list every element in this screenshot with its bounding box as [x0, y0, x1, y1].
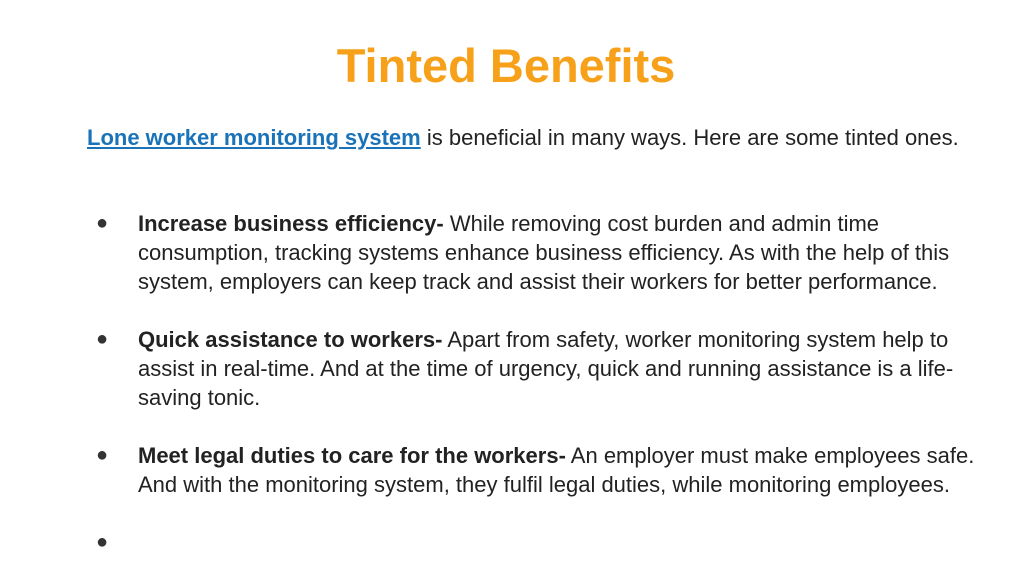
bullet-body: An employer must make employees safe. And with the monitoring system, they fulfil legal duties, while monitoring employees. — [138, 443, 975, 497]
intro-paragraph — [87, 123, 997, 152]
lone-worker-monitoring-link[interactable]: Lone worker monitoring system — [87, 125, 421, 150]
bullet-icon: ● — [96, 444, 109, 466]
list-item — [87, 441, 997, 499]
bullet-body: While removing cost burden and admin time consumption, tracking systems enhance business efficiency. As with the help of this system, employers can keep track and assist their workers for better performance. — [138, 211, 950, 294]
bullet-icon: ● — [96, 328, 109, 350]
bullet-body: Apart from safety, worker monitoring system help to assist in real-time. And at the time of urgency, quick and running assistance is a life-saving tonic. — [138, 327, 954, 410]
slide-title: Tinted Benefits — [336, 39, 676, 92]
list-item — [87, 209, 997, 296]
intro-text: is beneficial in many ways. Here are some tinted ones. — [420, 125, 959, 150]
bullet-heading: Increase business efficiency- — [138, 211, 444, 236]
benefits-list — [87, 209, 997, 576]
bullet-heading: Meet legal duties to care for the workers- — [138, 443, 566, 468]
bullet-icon: ● — [96, 531, 109, 553]
bullet-heading: Quick assistance to workers- — [138, 327, 443, 352]
bullet-icon: ● — [96, 212, 109, 234]
list-item-empty — [87, 528, 997, 557]
list-item — [87, 325, 997, 412]
